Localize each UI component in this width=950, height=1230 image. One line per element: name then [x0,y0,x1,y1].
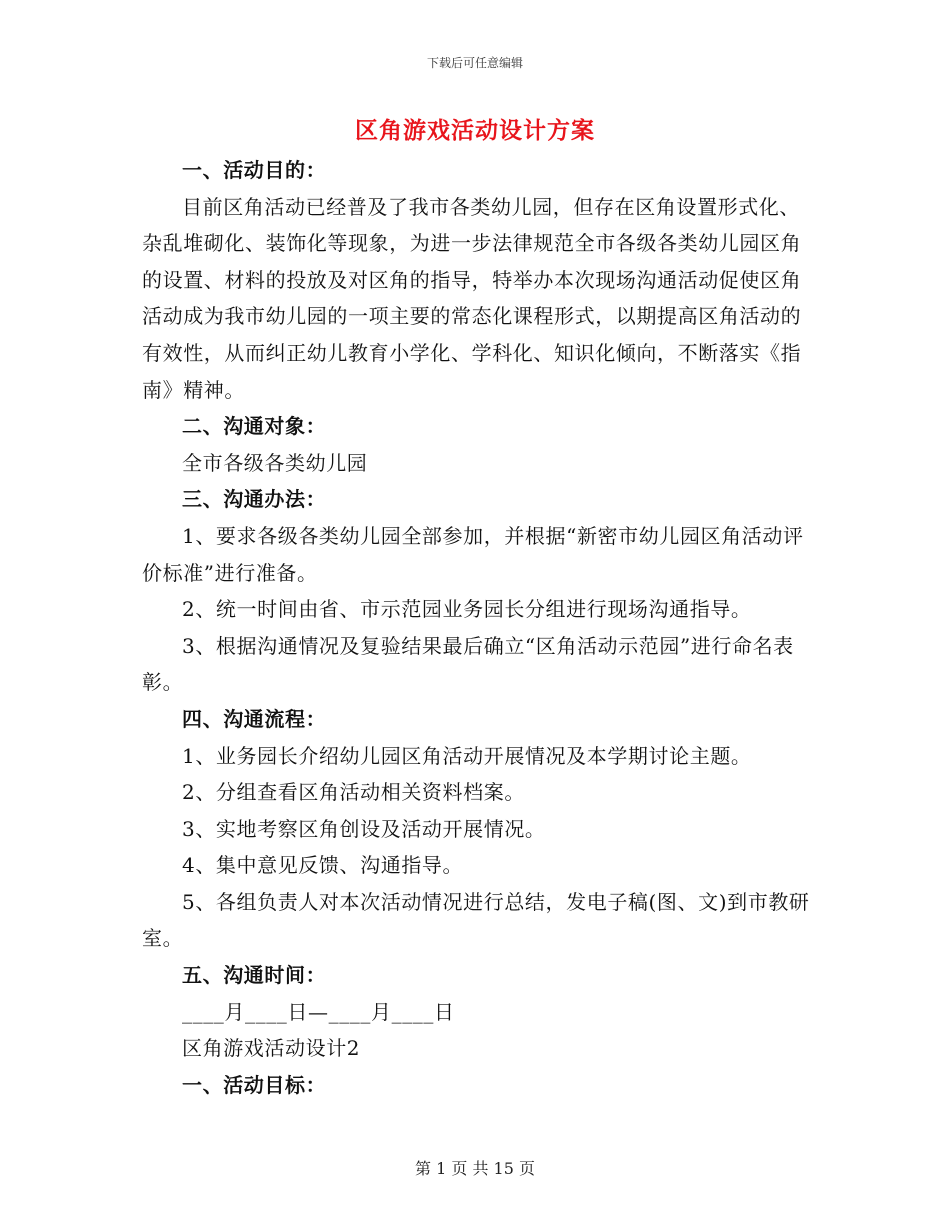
paragraph: 目前区角活动已经普及了我市各类幼儿园，但存在区角设置形式化、杂乱堆砌化、装饰化等现象，为进一步法律规范全市各级各类幼儿园区角的设置、材料的投放及对区角的指导，特举办本次现场沟通活动促使区角活动成为我市幼儿园的一项主要的常态化课程形式，以期提高区角活动的有效性，从而纠正幼儿教育小学化、学科化、知识化倾向，不断落实《指南》精神。 [142,194,802,402]
section-heading: 一、活动目标： [182,1072,327,1097]
document-body [142,152,812,1103]
paragraph: 1、要求各级各类幼儿园全部参加，并根据“新密市幼儿园区角活动评价标准”进行准备。 [142,523,804,585]
section-heading: 五、沟通时间： [182,963,327,988]
paragraph: 1、业务园长介绍幼儿园区角活动开展情况及本学期讨论主题。 [182,743,752,768]
paragraph: 区角游戏活动设计2 [182,1036,361,1061]
paragraph: 5、各组负责人对本次活动情况进行总结，发电子稿(图、文)到市教研室。 [142,889,810,951]
paragraph: 3、实地考察区角创设及活动开展情况。 [182,816,546,841]
page-footer: 第 1 页 共 15 页 [415,1159,535,1178]
section-heading: 一、活动目的： [182,158,327,182]
document-title: 区角游戏活动设计方案 [355,117,595,144]
paragraph: 3、根据沟通情况及复验结果最后确立“区角活动示范园”进行命名表彰。 [142,633,794,695]
paragraph: 2、分组查看区角活动相关资料档案。 [182,780,525,805]
section-heading: 三、沟通办法： [182,487,327,512]
paragraph: 4、集中意见反馈、沟通指导。 [182,853,464,878]
paragraph: ____月____日—____月____日 [182,999,455,1024]
header-note: 下载后可任意编辑 [426,56,523,70]
paragraph: 2、统一时间由省、市示范园业务园长分组进行现场沟通指导。 [182,597,752,622]
section-heading: 四、沟通流程： [182,706,327,731]
section-heading: 二、沟通对象： [182,414,327,439]
paragraph: 全市各级各类幼儿园 [182,450,368,475]
